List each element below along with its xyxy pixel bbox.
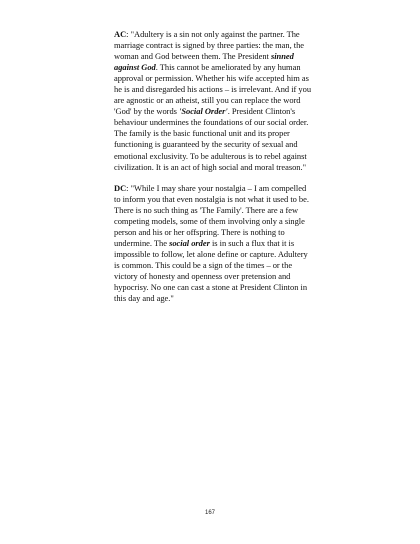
ac-emphasis-sinned-against-god: sinned against God xyxy=(114,51,294,73)
ac-paragraph xyxy=(114,29,314,173)
dc-text-part-2: is in such a flux that it is impossible to follow, let alone define or capture. Adultery is common. This could be a sign of the times – or the victory of honesty and openness over pretension and hypocrisy. No one can cast a stone at President Clinton in this day and age." xyxy=(114,237,308,304)
ac-speaker: AC xyxy=(114,29,127,39)
ac-text-part-1: : "Adultery is a sin not only against the partner. The marriage contract is signed by three parties: the man, the woman and God between them. The President xyxy=(114,29,305,62)
dc-paragraph xyxy=(114,183,314,305)
document-body xyxy=(114,29,314,314)
dc-text-part-1: : "While I may share your nostalgia – I am compelled to inform you that even nostalgia is not what it used to be. There is no such thing as 'The Family'. There are a few competing models, some of them involving only a single person and his or her offspring. There is nothing to undermine. The xyxy=(114,182,309,248)
dc-speaker: DC xyxy=(114,182,127,193)
ac-text-part-3: . President Clinton's behaviour undermines the foundations of our social order. The family is the basic functional unit and its proper functioning is guaranteed by the security of sexual and emotional exclusivity. To be adulterous is to rebel against civilization. It is an act of high social and moral treason." xyxy=(114,106,309,172)
ac-text-part-2: . This cannot be ameliorated by any human approval or permission. Whether his wife accepted him as he is and disregarded his actions – is irrelevant. And if you are agnostic or an atheist, still you can replace the word 'God' by the words xyxy=(114,62,312,117)
ac-emphasis-social-order: 'Social Order' xyxy=(179,106,228,117)
dc-emphasis-social-order: social order xyxy=(169,237,210,248)
page-number: 167 xyxy=(204,510,215,516)
